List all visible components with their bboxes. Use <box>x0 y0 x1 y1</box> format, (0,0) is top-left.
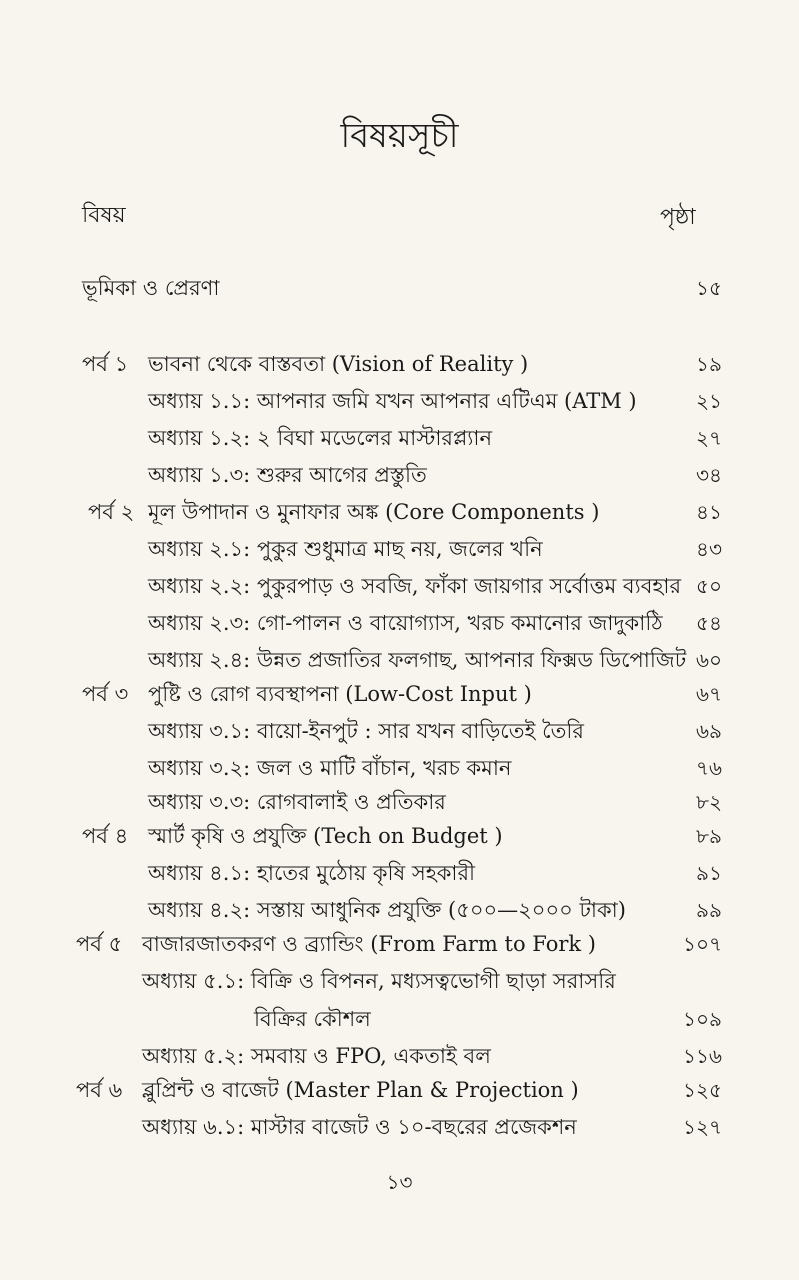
toc-chapter-row <box>0 1111 799 1145</box>
toc-intro-row <box>0 272 799 306</box>
toc-entry-page: ৮৯ <box>696 824 722 848</box>
toc-chapter-row <box>0 607 799 641</box>
toc-entry-page: ১১৬ <box>683 1044 722 1068</box>
toc-part-row <box>0 1074 799 1108</box>
toc-entry-text: অধ্যায় ১.২: ২ বিঘা মডেলের মাস্টারপ্ল্যান <box>148 426 493 450</box>
toc-entry-text: বিক্রির কৌশল <box>254 1007 371 1031</box>
toc-part-label: পর্ব ৬ <box>76 1078 123 1102</box>
toc-chapter-row <box>0 786 799 820</box>
toc-entry-text: অধ্যায় ৪.১: হাতের মুঠোয় কৃষি সহকারী <box>148 861 476 885</box>
toc-part-row <box>0 678 799 712</box>
toc-part-label: পর্ব ৪ <box>82 824 129 848</box>
toc-chapter-row <box>0 715 799 749</box>
toc-entry-text: অধ্যায় ২.৪: উন্নত প্রজাতির ফলগাছ, আপনার ফিক্সড ডিপোজিট <box>148 648 687 672</box>
toc-entry-text: অধ্যায় ১.৩: শুরুর আগের প্রস্তুতি <box>148 463 427 487</box>
toc-part-row <box>0 928 799 962</box>
toc-entry-page: ১৯ <box>696 352 722 376</box>
toc-part-label: পর্ব ৩ <box>82 682 129 706</box>
toc-part-row <box>0 348 799 382</box>
subject-column-header: বিষয় <box>82 203 126 228</box>
toc-chapter-row <box>0 533 799 567</box>
toc-entry-page: ৫০ <box>696 574 722 598</box>
toc-chapter-row <box>0 1040 799 1074</box>
toc-entry-text: মূল উপাদান ও মুনাফার অঙ্ক (Core Components ) <box>148 500 600 524</box>
toc-chapter-row <box>0 570 799 604</box>
page-column-header: পৃষ্ঠা <box>660 205 696 230</box>
toc-entry-text: অধ্যায় ২.১: পুকুর শুধুমাত্র মাছ নয়, জলের খনি <box>148 537 543 561</box>
toc-part-label: পর্ব ১ <box>82 352 129 376</box>
toc-entry-page: ৪৩ <box>696 537 722 561</box>
toc-entry-page: ৬৭ <box>695 682 722 706</box>
toc-chapter-row <box>0 422 799 456</box>
toc-chapter-row <box>0 385 799 419</box>
toc-part-label: পর্ব ২ <box>88 500 135 524</box>
toc-entry-page: ১২৫ <box>683 1078 722 1102</box>
toc-chapter-row <box>0 752 799 786</box>
toc-chapter-row <box>0 894 799 928</box>
toc-entry-text: অধ্যায় ২.২: পুকুরপাড় ও সবজি, ফাঁকা জায়গার সর্বোত্তম ব্যবহার <box>148 574 682 598</box>
toc-entry-page: ২১ <box>696 389 722 413</box>
toc-entry-text: ব্লুপ্রিন্ট ও বাজেট (Master Plan & Projection ) <box>142 1078 579 1102</box>
toc-chapter-row <box>0 459 799 493</box>
toc-entry-page: ১০৭ <box>683 932 722 956</box>
toc-chapter-row <box>0 965 799 999</box>
page-number: ১৩ <box>386 1170 413 1194</box>
toc-entry-text: ভাবনা থেকে বাস্তবতা (Vision of Reality ) <box>148 352 529 376</box>
toc-entry-page: ৩৪ <box>696 463 722 487</box>
toc-entry-page: ১০৯ <box>683 1007 722 1031</box>
toc-entry-text: পুষ্টি ও রোগ ব্যবস্থাপনা (Low-Cost Input ) <box>148 682 532 706</box>
toc-entry-text: স্মার্ট কৃষি ও প্রযুক্তি (Tech on Budget ) <box>148 824 503 848</box>
toc-part-row <box>0 820 799 854</box>
toc-entry-text: অধ্যায় ৩.২: জল ও মাটি বাঁচান, খরচ কমান <box>148 756 512 780</box>
toc-entry-text: অধ্যায় ৪.২: সস্তায় আধুনিক প্রযুক্তি (৫০০—২০০০ টাকা) <box>148 898 626 922</box>
toc-intro-text: ভূমিকা ও প্রেরণা <box>82 276 220 300</box>
toc-entry-page: ৪১ <box>696 500 722 524</box>
toc-chapter-row <box>0 644 799 678</box>
toc-entry-page: ৭৬ <box>695 756 722 780</box>
toc-part-label: পর্ব ৫ <box>76 932 123 956</box>
page-title: বিষয়সূচী <box>340 116 459 156</box>
toc-entry-text: অধ্যায় ৩.১: বায়ো-ইনপুট : সার যখন বাড়িতেই তৈরি <box>148 719 584 743</box>
toc-entry-page: ৬০ <box>695 648 722 672</box>
toc-entry-text: অধ্যায় ২.৩: গো-পালন ও বায়োগ্যাস, খরচ কমানোর জাদুকাঠি <box>148 611 663 635</box>
toc-chapter-row <box>0 857 799 891</box>
toc-entry-text: অধ্যায় ৫.১: বিক্রি ও বিপনন, মধ্যসত্বভোগী ছাড়া সরাসরি <box>142 969 616 993</box>
toc-entry-page: ৫৪ <box>696 611 722 635</box>
toc-entry-text: অধ্যায় ৩.৩: রোগবালাই ও প্রতিকার <box>148 790 446 814</box>
toc-entry-page: ১২৭ <box>683 1115 722 1139</box>
toc-entry-page: ৯১ <box>696 861 722 885</box>
toc-chapter-row <box>0 1003 799 1037</box>
toc-entry-page: ৮২ <box>696 790 722 814</box>
toc-entry-text: অধ্যায় ৬.১: মাস্টার বাজেট ও ১০-বছরের প্রজেকশন <box>142 1115 577 1139</box>
toc-entry-page: ৬৯ <box>696 719 722 743</box>
toc-entry-text: অধ্যায় ৫.২: সমবায় ও FPO, একতাই বল <box>142 1044 491 1068</box>
toc-entry-text: অধ্যায় ১.১: আপনার জমি যখন আপনার এটিএম (ATM ) <box>148 389 637 413</box>
toc-intro-page: ১৫ <box>696 276 722 300</box>
toc-entry-page: ২৭ <box>695 426 722 450</box>
toc-entry-page: ৯৯ <box>696 898 722 922</box>
toc-part-row <box>0 496 799 530</box>
toc-entry-text: বাজারজাতকরণ ও ব্র্যান্ডিং (From Farm to Fork ) <box>142 932 596 956</box>
